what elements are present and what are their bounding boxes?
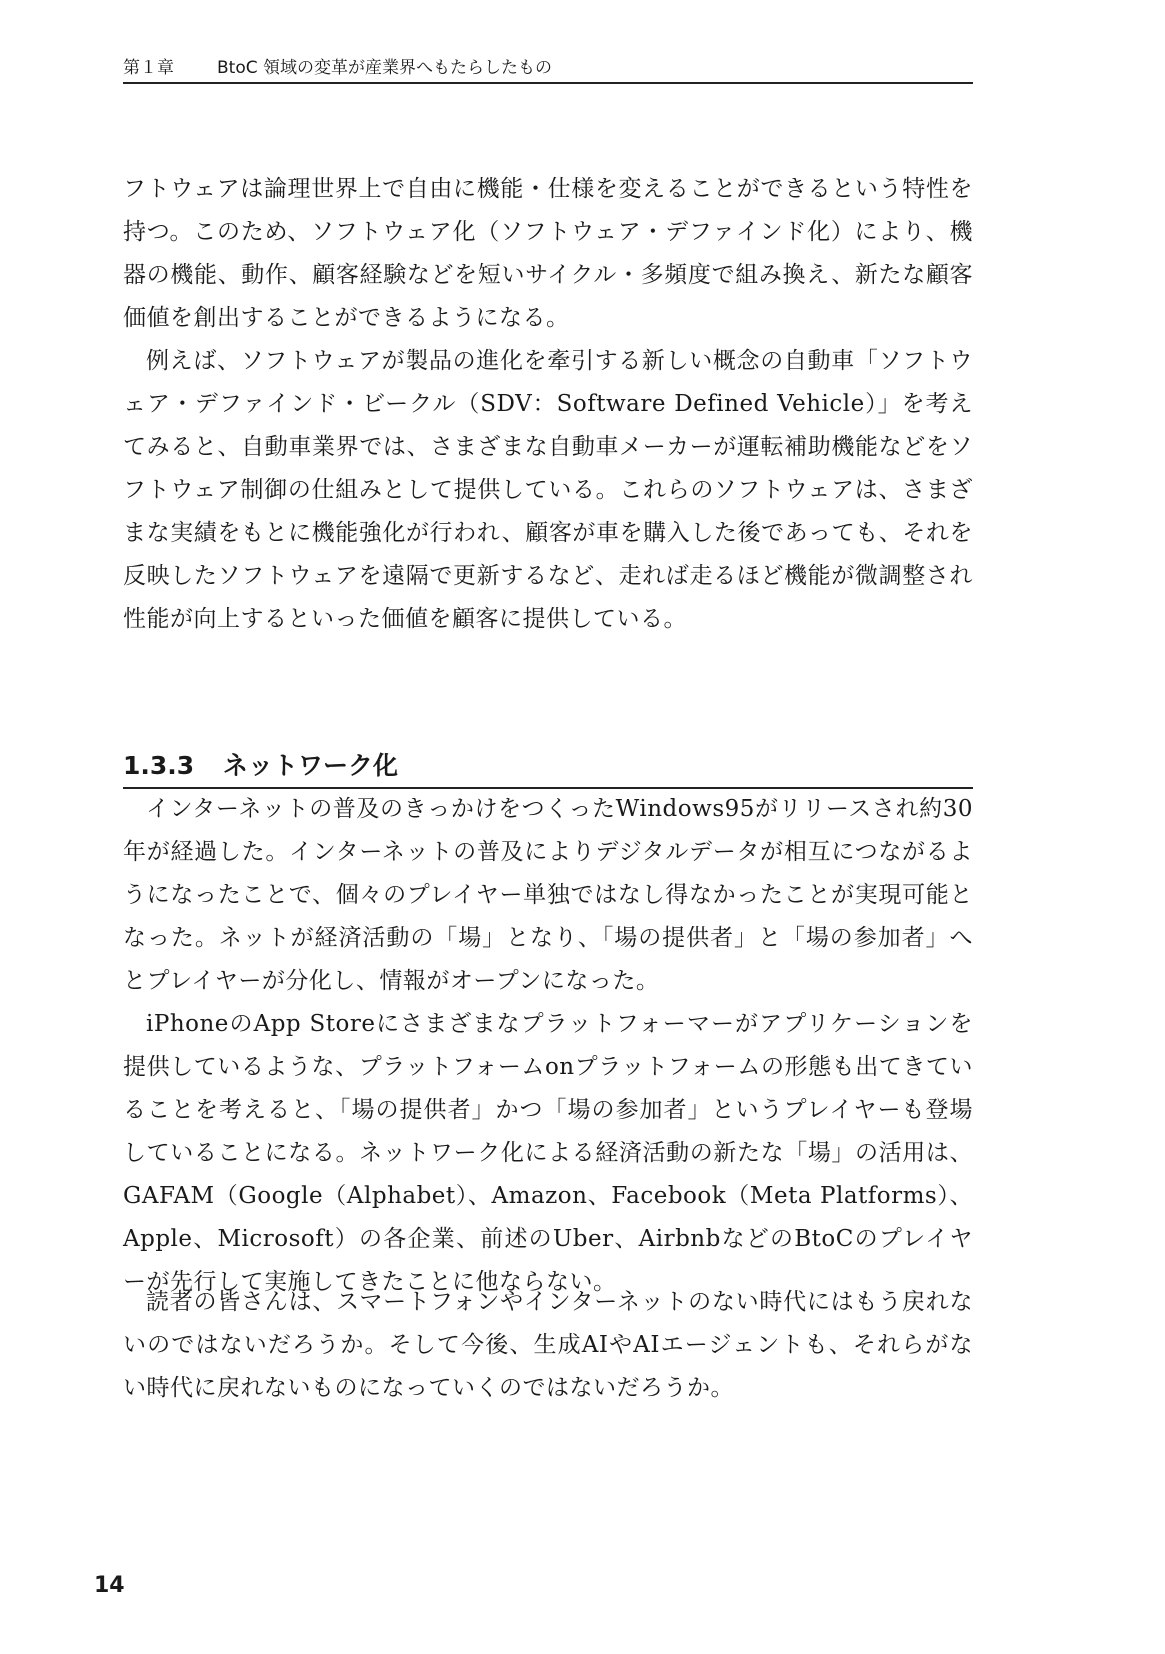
intro-paragraph-2: 例えば、ソフトウェアが製品の進化を牽引する新しい概念の自動車「ソフトウェア・デファインド・ビークル（SDV：Software Defined Vehicle）」を考えてみると、自動車業界では、さまざまな自動車メーカーが運転補助機能などをソフトウェア制御の仕組みとして提供している。これらのソフトウェアは、さまざまな実績をもとに機能強化が行われ、顧客が車を購入した後であっても、それを反映したソフトウェアを遠隔で更新するなど、走れば走るほど機能が微調整され性能が向上するといった価値を顧客に提供している。 xyxy=(123,348,973,632)
intro-paragraph-1: フトウェアは論理世界上で自由に機能・仕様を変えることができるという特性を持つ。このため、ソフトウェア化（ソフトウェア・デファインド化）により、機器の機能、動作、顧客経験などを短いサイクル・多頻度で組み換え、新たな顧客価値を創出することができるようになる。 xyxy=(123,176,973,331)
section-title: ネットワーク化 xyxy=(223,750,399,780)
chapter-label: 第１章 xyxy=(123,58,174,78)
section-paragraph-1: インターネットの普及のきっかけをつくったWindows95がリリースされ約30年が経過した。インターネットの普及によりデジタルデータが相互につながるようになったことで、個々のプレイヤー単独ではなし得なかったことが実現可能となった。ネットが経済活動の「場」となり、「場の提供者」と「場の参加者」へとプレイヤーが分化し、情報がオープンになった。 xyxy=(123,796,974,994)
section-heading xyxy=(123,749,973,789)
closing-paragraph: 読者の皆さんは、スマートフォンやインターネットのない時代にはもう戻れないのではないだろうか。そして今後、生成AIやAIエージェントも、それらがない時代に戻れないものになっていくのではないだろうか。 xyxy=(123,1289,973,1401)
running-header xyxy=(123,54,973,84)
section-paragraph-2: iPhoneのApp Storeにさまざまなプラットフォーマーがアプリケーションを提供しているような、プラットフォームonプラットフォームの形態も出てきていることを考えると、「場の提供者」かつ「場の参加者」というプレイヤーも登場していることになる。ネットワーク化による経済活動の新たな「場」の活用は、GAFAM（Google（Alphabet）、Amazon、Facebook（Meta Platforms）、Apple、Microsoft）の各企業、前述のUber、AirbnbなどのBtoCのプレイヤーが先行して実施してきたことに他ならない。 xyxy=(123,1011,973,1295)
section-number: 1.3.3 xyxy=(123,750,195,780)
section-text xyxy=(123,788,973,1304)
closing-text xyxy=(123,1281,973,1410)
intro-text xyxy=(123,168,973,641)
chapter-title: BtoC 領域の変革が産業界へもたらしたもの xyxy=(217,58,553,78)
page-number: 14 xyxy=(94,1573,125,1598)
